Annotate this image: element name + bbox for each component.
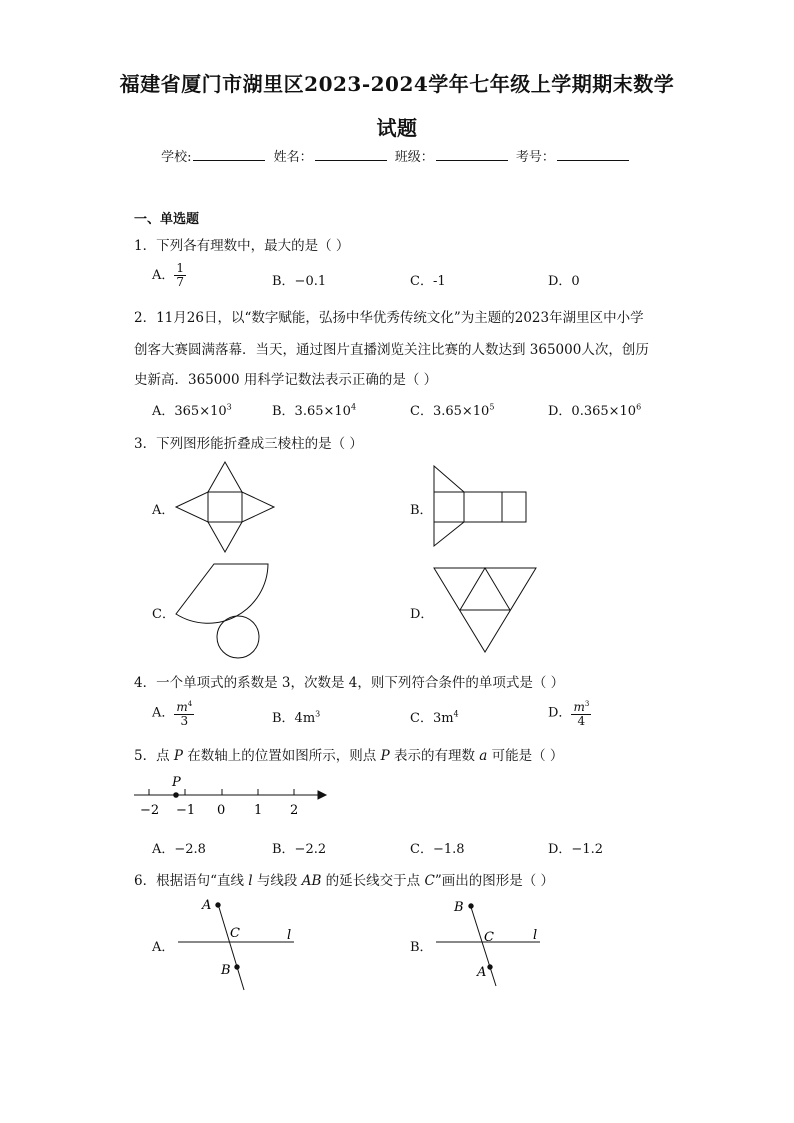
q4-a-den: 3 <box>180 714 189 728</box>
tick-label-0: 0 <box>217 803 226 818</box>
q4-a-label: A． <box>152 705 175 721</box>
q6-figure-a <box>178 903 294 990</box>
q4-a-num: m <box>176 700 188 714</box>
q3-figure-a <box>176 462 274 552</box>
q4-stem: 4．一个单项式的系数是 3，次数是 4，则下列符合条件的单项式是（ ） <box>134 675 565 691</box>
fig6a-point-b <box>235 965 239 969</box>
q4-option-a <box>152 698 194 728</box>
q5-option-d: D．−1.2 <box>548 842 603 857</box>
q2-c-exp: 5 <box>489 402 495 412</box>
fig6a-label-a: A <box>202 898 212 913</box>
q3-figure-d <box>434 568 536 652</box>
class-label: 班级： <box>394 150 434 165</box>
q4-a-fraction <box>174 698 194 728</box>
q4-option-c <box>410 707 459 726</box>
tick-label-m1: −1 <box>176 803 196 818</box>
fig6a-point-a <box>216 903 220 907</box>
q1-a-den: 7 <box>176 275 185 289</box>
q6-stem-ab: AB <box>301 873 322 889</box>
q3-label-d: D． <box>410 607 434 622</box>
fig6b-label-a: A <box>477 965 487 980</box>
q2-line3: 史新高．365000 用科学记数法表示正确的是（ ） <box>134 372 438 388</box>
q4-b-base: B．4m <box>272 711 316 726</box>
q3-figure-b <box>434 466 526 546</box>
q6-stem-l: l <box>248 873 253 889</box>
fig-b-tri-top <box>434 466 464 492</box>
q5-stem-p: P <box>173 748 183 764</box>
section-heading: 一、单选题 <box>134 212 200 227</box>
q5-option-a: A．−2.8 <box>152 842 206 857</box>
q5-stem-pre: 5．点 <box>134 748 174 764</box>
q2-line1: 2．11月26日，以“数字赋能，弘扬中华优秀传统文化”为主题的2023年湖里区中小学 <box>134 310 644 326</box>
q5-option-b: B．−2.2 <box>272 842 327 857</box>
fig6b-label-b: B <box>454 900 464 915</box>
q2-a-exp: 3 <box>226 402 232 412</box>
fig-a-tri-bottom <box>208 522 242 552</box>
q5-stem-mid: 在数轴上的位置如图所示，则点 <box>182 748 381 764</box>
q1-option-d: D．0 <box>548 274 580 289</box>
q5-stem-mid2: 表示的有理数 <box>389 748 480 764</box>
fig6b-point-b <box>469 904 473 908</box>
q3-label-c: C． <box>152 607 175 622</box>
q1-a-label: A． <box>152 268 175 283</box>
q3-figure-c <box>176 564 268 658</box>
school-label: 学校: <box>161 150 192 165</box>
q2-b-exp: 4 <box>350 402 357 412</box>
q2-line2: 创客大赛圆满落幕．当天，通过图片直播浏览关注比赛的人数达到 365000人次，创历 <box>134 342 649 358</box>
q2-c-base: C．3.65×10 <box>410 404 490 419</box>
fig6b-label-c: C <box>484 930 494 945</box>
q5-stem-end: 可能是（ ） <box>487 748 564 764</box>
q3-label-a: A． <box>152 503 175 518</box>
name-label: 姓名： <box>273 150 313 165</box>
point-p <box>174 793 179 798</box>
axis-label-p: P <box>172 775 181 790</box>
q4-d-den: 4 <box>577 714 586 728</box>
q1-option-b: B．−0.1 <box>272 274 327 289</box>
q4-d-label: D． <box>548 705 572 721</box>
tick-label-2: 2 <box>290 803 299 818</box>
q6-label-a: A． <box>152 940 175 955</box>
number-label: 考号： <box>515 150 555 165</box>
q6-stem-end: ”画出的图形是（ ） <box>434 873 555 889</box>
q4-option-b <box>272 707 320 726</box>
q4-d-fraction <box>571 698 591 728</box>
q4-option-d <box>548 698 591 728</box>
axis-arrow <box>318 791 326 799</box>
q5-stem-a: a <box>479 748 488 764</box>
q6-stem-mid2: 的延长线交于点 <box>321 873 425 889</box>
fig6b-label-l: l <box>533 928 538 943</box>
fig-a-tri-left <box>176 492 208 522</box>
fig6a-label-c: C <box>230 926 240 941</box>
q4-a-num-exp: 4 <box>187 700 193 708</box>
q5-stem <box>134 744 563 764</box>
q1-a-num: 1 <box>176 261 185 275</box>
doc-title-line1: 福建省厦门市湖里区2023-2024学年七年级上学期期末数学 <box>119 72 675 96</box>
fig-d-inner <box>460 568 510 610</box>
q6-stem-pre: 6．根据语句“直线 <box>134 873 249 889</box>
q3-label-b: B． <box>410 503 433 518</box>
fig6b-point-a <box>488 965 492 969</box>
q6-label-b: B． <box>410 940 433 955</box>
fig6a-label-b: B <box>221 963 231 978</box>
q4-b-exp: 3 <box>315 709 321 719</box>
fig-a-tri-right <box>242 492 274 522</box>
q2-d-base: D．0.365×10 <box>548 404 637 419</box>
doc-title-line2: 试题 <box>376 116 418 140</box>
q6-stem <box>134 869 554 889</box>
q5-option-c: C．−1.8 <box>410 842 465 857</box>
fig-c-sector <box>176 564 268 623</box>
tick-label-1: 1 <box>254 803 263 818</box>
q2-a-base: A．365×10 <box>152 404 227 419</box>
q1-option-c: C．-1 <box>410 274 446 289</box>
q3-stem: 3．下列图形能折叠成三棱柱的是（ ） <box>134 436 363 452</box>
fig-a-tri-top <box>208 462 242 492</box>
q2-d-exp: 6 <box>636 402 642 412</box>
fig-c-circle <box>217 616 259 658</box>
fig-b-rect-1 <box>434 492 464 522</box>
q6-stem-c: C <box>424 873 435 889</box>
q4-d-num: m <box>573 700 585 714</box>
q2-b-base: B．3.65×10 <box>272 404 351 419</box>
fig-a-square <box>208 492 242 522</box>
q4-c-base: C．3m <box>410 711 454 726</box>
q1-stem: 1．下列各有理数中，最大的是（ ） <box>134 238 350 254</box>
tick-label-m2: −2 <box>140 803 160 818</box>
fig-b-tri-bottom <box>434 522 464 546</box>
q4-d-num-exp: 3 <box>584 700 590 708</box>
fig-b-rect-2 <box>464 492 502 522</box>
fig-b-rect-3 <box>502 492 526 522</box>
q4-c-exp: 4 <box>453 709 459 719</box>
q5-number-line <box>134 789 326 799</box>
q5-stem-p2: P <box>380 748 390 764</box>
fig6a-label-l: l <box>287 928 292 943</box>
q6-stem-mid: 与线段 <box>252 873 302 889</box>
